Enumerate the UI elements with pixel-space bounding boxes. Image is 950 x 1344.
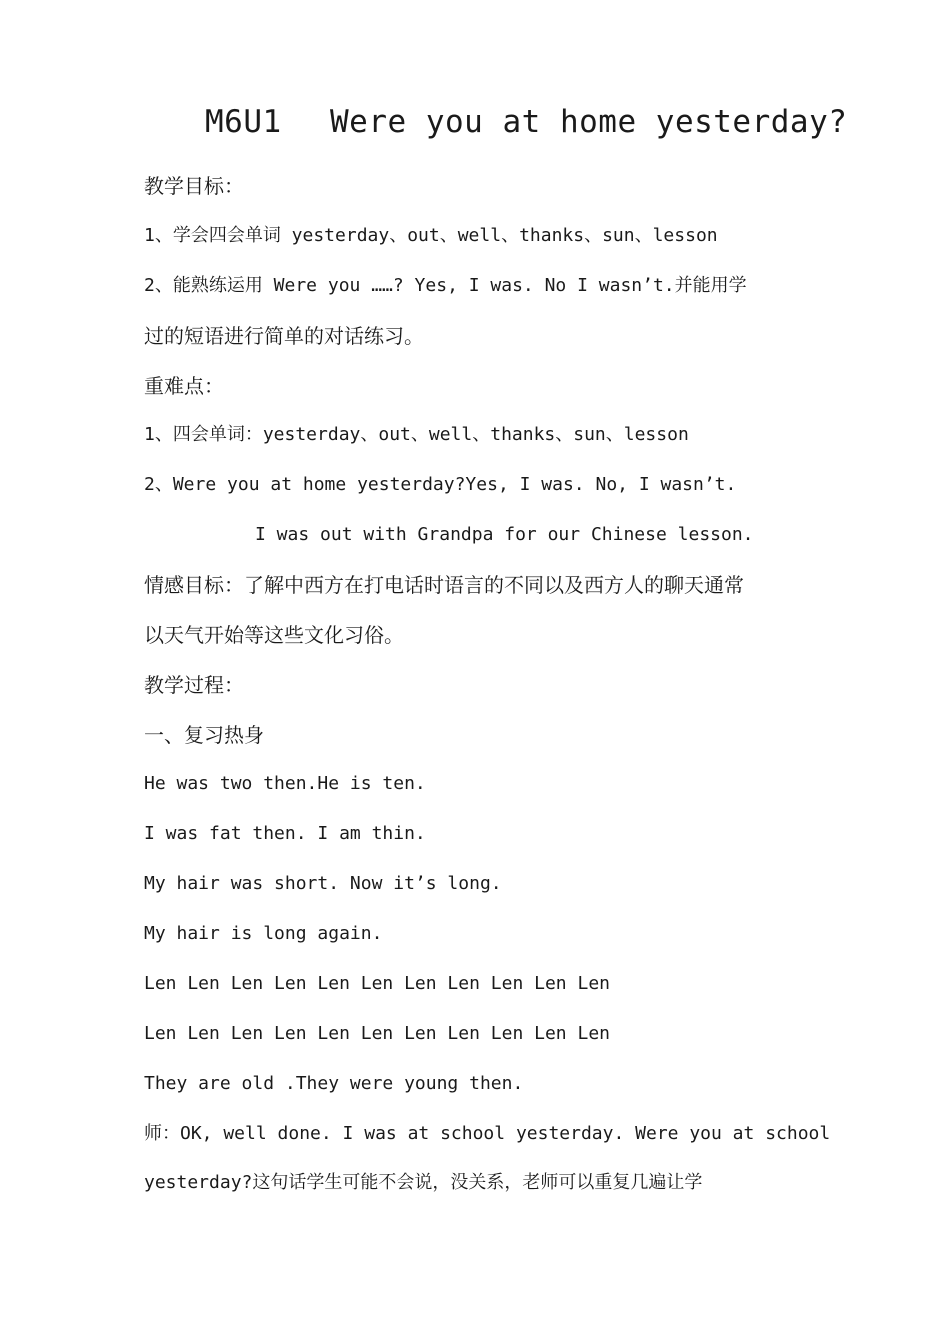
review-line-2: I was fat then. I am thin. xyxy=(144,823,426,844)
section-review-warmup: 一、复习热身 xyxy=(144,723,264,747)
key-point-2: 2、Were you at home yesterday?Yes, I was. No, I wasn’t. xyxy=(144,474,737,495)
teacher-line: 师：OK, well done. I was at school yesterday. Were you at school xyxy=(144,1123,831,1144)
review-line-4: My hair is long again. xyxy=(144,923,383,944)
goal-item-2-continued: 过的短语进行简单的对话练习。 xyxy=(144,324,424,348)
heading-teaching-goals: 教学目标： xyxy=(144,174,244,198)
review-line-1: He was two then.He is ten. xyxy=(144,773,426,794)
heading-teaching-process: 教学过程： xyxy=(144,673,244,697)
document-title xyxy=(205,104,905,140)
goal-item-2: 2、能熟练运用 Were you ……? Yes, I was. No I wasn’t.并能用学 xyxy=(144,275,747,296)
key-point-1: 1、四会单词：yesterday、out、well、thanks、sun、lesson xyxy=(144,424,689,445)
heading-key-points: 重难点： xyxy=(144,374,224,398)
emotion-goal-continued: 以天气开始等这些文化习俗。 xyxy=(144,623,404,647)
key-point-2-sentence: I was out with Grandpa for our Chinese lesson. xyxy=(255,524,754,545)
review-line-5: They are old .They were young then. xyxy=(144,1073,524,1094)
title-text: Were you at home yesterday? xyxy=(330,104,848,140)
unit-code: M6U1 xyxy=(205,104,282,140)
goal-item-1: 1、学会四会单词 yesterday、out、well、thanks、sun、lesson xyxy=(144,225,718,246)
review-line-3: My hair was short. Now it’s long. xyxy=(144,873,502,894)
chant-line-1: Len Len Len Len Len Len Len Len Len Len Len xyxy=(144,973,610,994)
chant-line-2: Len Len Len Len Len Len Len Len Len Len Len xyxy=(144,1023,610,1044)
teacher-line-continued: yesterday?这句话学生可能不会说，没关系，老师可以重复几遍让学 xyxy=(144,1172,703,1193)
emotion-goal: 情感目标：了解中西方在打电话时语言的不同以及西方人的聊天通常 xyxy=(144,573,744,597)
